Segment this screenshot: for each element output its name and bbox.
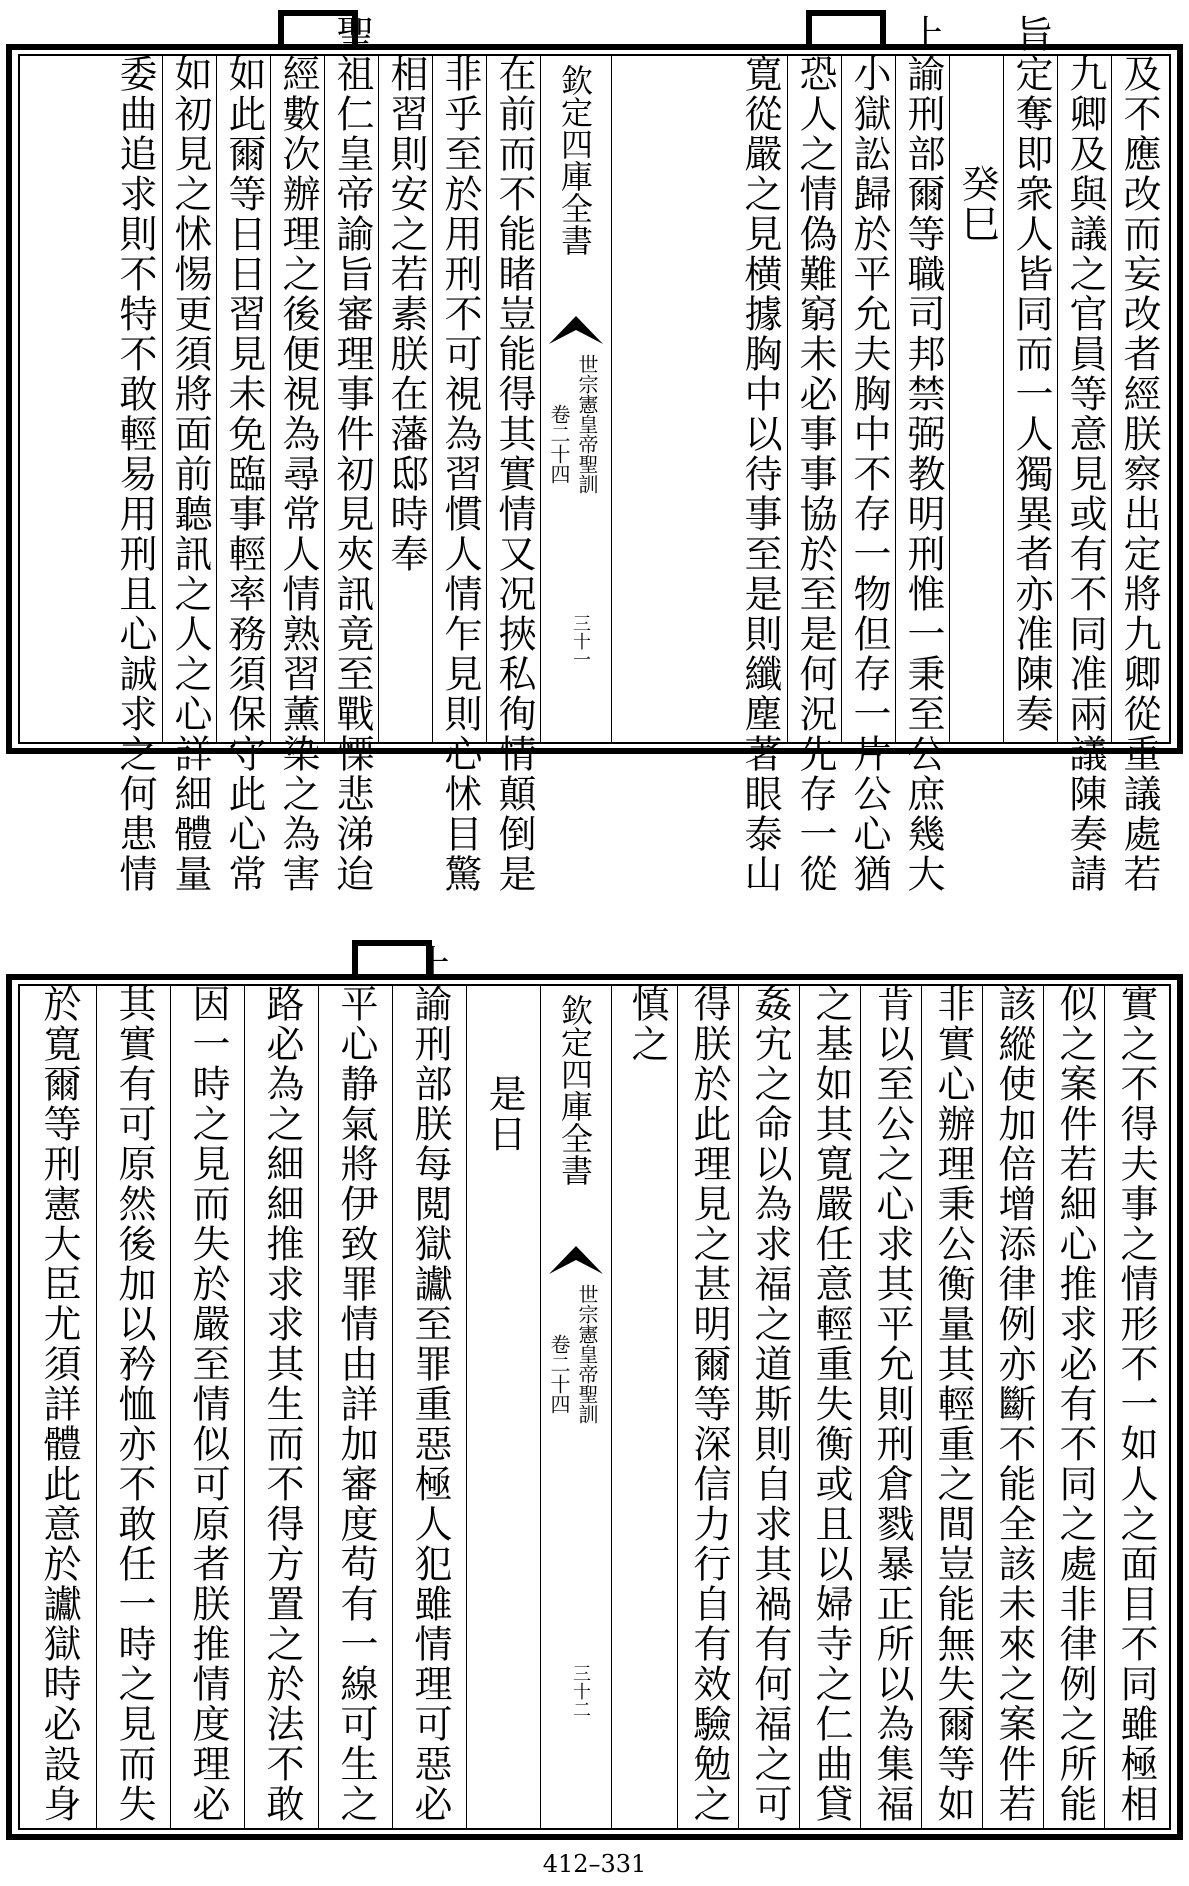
text-column [949, 54, 1003, 744]
column-text: 委曲追求則不特不敢輕易用刑且心誠求之何患情 [113, 54, 157, 894]
text-column [799, 984, 860, 1830]
text-column [432, 54, 486, 894]
column-text: 如此爾等日日習見未免臨事輕率務須保守此心常 [222, 54, 266, 894]
text-column [96, 984, 170, 1830]
text-column [677, 984, 738, 1830]
column-text: 癸巳 [955, 164, 999, 244]
column-text: 相習則安之若素朕在藩邸時奉 [384, 54, 428, 574]
column-text: 及不應改而妄改者經朕察出定將九卿從重議處若 [1117, 54, 1161, 894]
column-text: 姦宄之命以為求福之道斯則自求其禍有何福之可 [748, 984, 792, 1824]
column-text: 上諭刑部朕每閲獄讞至罪重惡極人犯雖情理可惡必 [408, 944, 452, 1824]
top-left-text-block [18, 14, 540, 894]
column-text: 其實有可原然後加以矜恤亦不敢任一時之見而失 [112, 984, 156, 1824]
top-right-text-block [612, 14, 1165, 894]
column-text: 旨定奪即衆人皆同而一人獨異者亦准陳奏 [1009, 14, 1053, 734]
column-text: 聖祖仁皇帝諭旨審理事件初見夾訊竟至戰慄悲涕迨 [330, 14, 374, 894]
text-column [378, 54, 432, 744]
column-text: 於寛爾等刑憲大臣尤須詳體此意於讞獄時必設身 [37, 984, 81, 1824]
book-side-title: 世宗憲皇帝聖訓 [575, 1284, 599, 1424]
text-column [860, 984, 921, 1830]
text-column [841, 54, 895, 894]
column-text: 非乎至於用刑不可視為習慣人情乍見則心怵目驚 [438, 54, 482, 894]
column-text: 該縱使加倍增添律例亦斷不能全該未來之案件若 [992, 984, 1036, 1824]
column-text: 非實心辦理秉公衡量其輕重之間豈能無失爾等如 [931, 984, 975, 1824]
text-column [170, 984, 244, 1830]
text-column [22, 984, 96, 1830]
column-text: 上諭刑部爾等職司邦禁弼教明刑惟一秉至公庶幾大 [901, 14, 945, 894]
text-column [1057, 54, 1111, 894]
column-text: 實之不得夫事之情形不一如人之面目不同雖極相 [1114, 984, 1158, 1824]
bottom-center-column [540, 984, 612, 1830]
book-volume: 卷二十四 [547, 1334, 571, 1414]
book-header: 欽定四庫全書 [556, 64, 594, 256]
column-text: 寛從嚴之見横據胸中以待事至是則纖塵著眼泰山 [738, 54, 782, 894]
text-column [162, 54, 216, 894]
column-text: 是日 [482, 1074, 526, 1154]
column-text: 慎之 [625, 984, 669, 1064]
text-column [895, 14, 949, 894]
column-text: 恐人之情偽難窮未必事事協於至是何況先存一從 [793, 54, 837, 894]
column-text: 在前而不能睹豈能得其實情又况挾私徇情顛倒是 [492, 54, 536, 894]
bottom-right-text-block [612, 984, 1165, 1830]
text-column [921, 984, 982, 1830]
text-column [738, 984, 799, 1830]
page-number: 三十二 [570, 1664, 591, 1718]
text-column [324, 14, 378, 894]
column-text: 似之案件若細心推求必有不同之處非律例之所能 [1053, 984, 1097, 1824]
text-column [1043, 984, 1104, 1830]
text-column [318, 984, 392, 1830]
text-column [1111, 54, 1165, 894]
column-text: 之基如其寛嚴任意輕重失衡或且以婦寺之仁曲貸 [809, 984, 853, 1824]
column-text: 得朕於此理見之甚明爾等深信力行自有效驗勉之 [687, 984, 731, 1824]
column-text: 如初見之怵惕更須將面前聽訊之人之心詳細體量 [168, 54, 212, 894]
text-column [486, 54, 540, 894]
column-text: 肯以至公之心求其平允則刑倉戮暴正所以為集福 [870, 984, 914, 1824]
text-column [466, 984, 540, 1830]
page-number: 三十一 [570, 614, 591, 668]
column-text: 路必為之細細推求求其生而不得方置之於法不敢 [260, 984, 304, 1824]
text-column [1003, 14, 1057, 744]
text-column [216, 54, 270, 894]
top-panel [0, 0, 1189, 894]
text-column [787, 54, 841, 894]
bottom-panel [0, 930, 1189, 1840]
top-frame [6, 14, 1183, 894]
page-footer-number: 412–331 [542, 1850, 647, 1878]
text-column [244, 984, 318, 1830]
book-side-title: 世宗憲皇帝聖訓 [575, 354, 599, 494]
top-center-column [540, 54, 612, 744]
fish-tail-mark-icon [549, 314, 603, 344]
fish-tail-mark-icon [549, 1244, 603, 1274]
text-column [270, 54, 324, 894]
column-text: 平心静氣將伊致罪情由詳加審度苟有一線可生之 [334, 984, 378, 1824]
book-header: 欽定四庫全書 [556, 994, 594, 1186]
text-column [982, 984, 1043, 1830]
text-column [733, 54, 787, 894]
column-text: 經數次辦理之後便視為尋常人情熟習薰染之為害 [276, 54, 320, 894]
book-volume: 卷二十四 [547, 404, 571, 484]
bottom-frame [6, 944, 1183, 1840]
text-column [392, 944, 466, 1830]
column-text: 因一時之見而失於嚴至情似可原者朕推情度理必 [186, 984, 230, 1824]
text-column [108, 54, 162, 894]
bottom-left-text-block [18, 944, 540, 1830]
column-text: 九卿及與議之官員等意見或有不同准兩議陳奏請 [1063, 54, 1107, 894]
column-text: 小獄訟歸於平允夫胸中不存一物但存一片公心猶 [847, 54, 891, 894]
text-column [1104, 984, 1165, 1830]
text-column [616, 984, 677, 1830]
